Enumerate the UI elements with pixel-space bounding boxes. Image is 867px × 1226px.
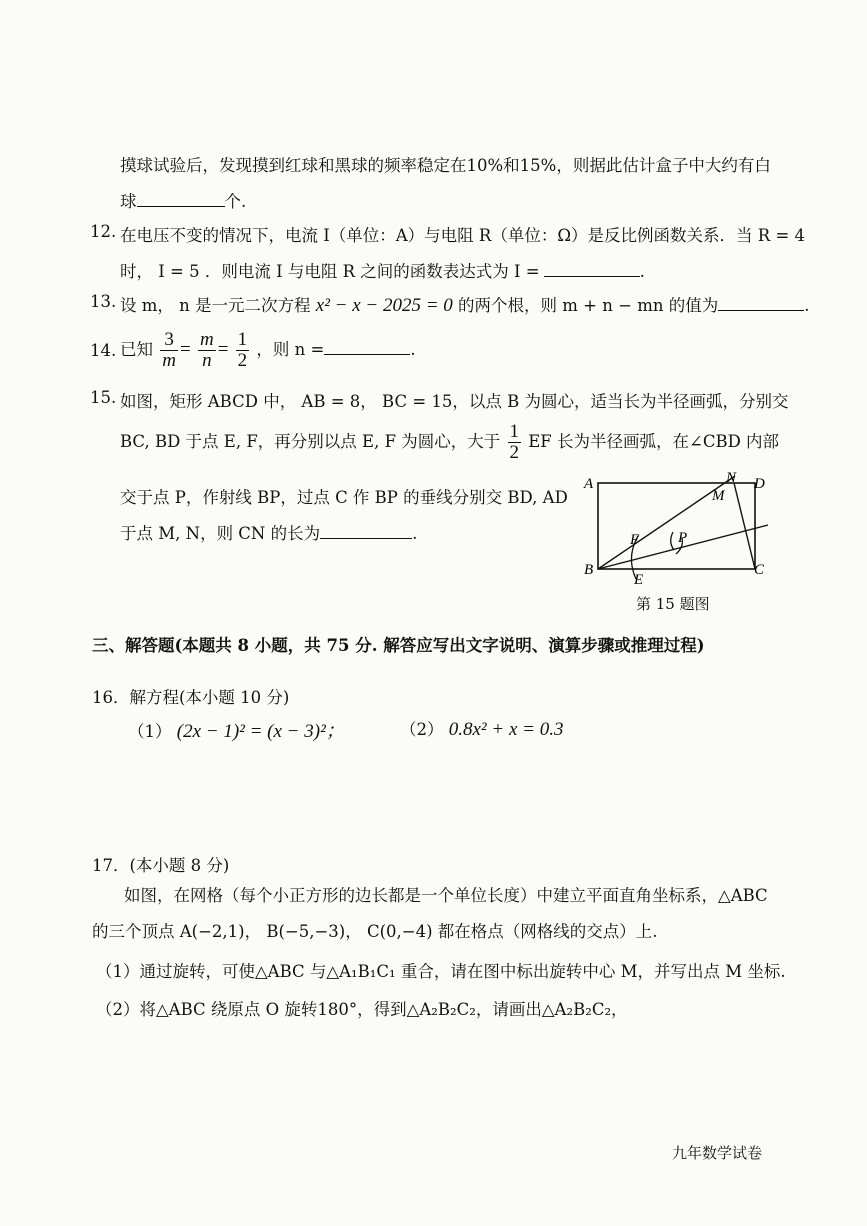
label-d: D [754,476,765,492]
q14-answer-blank[interactable] [324,336,410,355]
q15-number: 15. [90,388,117,407]
q16-part2-label: （2） [400,720,444,739]
q16-part2 [400,716,563,741]
q17-title: 17．(本小题 8 分) [92,856,230,875]
label-c: C [754,562,765,578]
q15-line1: 如图，矩形 ABCD 中， AB = 8， BC = 15，以点 B 为圆心，适当长为半径画弧，分别交 [120,392,789,411]
q15-line4: 于点 M, N，则 CN 的长为 . [120,520,417,544]
q15-line2-b: EF 长为半径画弧，在∠CBD 内部 [528,431,780,451]
section-3-heading: 三、解答题(本题共 8 小题，共 75 分. 解答应写出文字说明、演算步骤或推理过程) [92,636,705,655]
q15-line2 [120,422,779,463]
rectangle-abcd [598,483,755,569]
label-e: E [634,572,644,588]
q11-text-a: 球 [120,192,137,211]
q11-text-b: 个. [224,192,247,211]
q17-part1: （1）通过旋转，可使△ABC 与△A₁B₁C₁ 重合，请在图中标出旋转中心 M，并写出点 M 坐标. [96,962,786,981]
q13-answer-blank[interactable] [718,292,804,311]
q13-equation: x² − x − 2025 = 0 [315,295,453,316]
q15-fraction: $\frac{1}{2}$ [509,421,520,463]
q14-text-b: ，则 n = [256,339,325,359]
q12-line2: 时， I = 5 ．则电流 I 与电阻 R 之间的函数表达式为 I = . [120,258,645,282]
label-b: B [584,562,594,578]
q17-line2: 的三个顶点 A(−2,1)， B(−5,−3)， C(0,−4) 都在格点（网格线的交点）上. [92,922,658,941]
q11-answer-blank[interactable] [137,188,225,207]
q14-number: 14. [90,341,117,360]
q12-number: 12. [90,222,117,241]
q15-line3: 交于点 P，作射线 BP，过点 C 作 BP 的垂线分别交 BD, AD [120,488,568,507]
q13-text-a: 设 m， n 是一元二次方程 [120,296,311,315]
q14-fraction-1: $\frac{3}{m}$ [162,329,176,371]
arc-p [671,532,674,550]
q15-answer-blank[interactable] [320,520,412,539]
q17-line1: 如图，在网格（每个小正方形的边长都是一个单位长度）中建立平面直角坐标系，△ABC [124,886,768,905]
q15-line2-a: BC, BD 于点 E, F，再分别以点 E, F 为圆心，大于 [120,431,501,451]
label-n: N [726,470,737,486]
page-footer: 九年数学试卷 [672,1144,763,1162]
q16-part1 [128,716,345,743]
q16-part2-equation: 0.8x² + x = 0.3 [448,719,564,740]
q13-line: 设 m， n 是一元二次方程 x² − x − 2025 = 0 的两个根，则 m + n − mn 的值为 . [120,292,809,317]
q13-number: 13. [90,292,117,311]
q16-part1-label: （1） [128,722,172,741]
q15-figure-caption: 第 15 题图 [636,595,710,613]
q14-text-a: 已知 [120,339,153,359]
q16-part1-equation: (2x − 1)² = (x − 3)²； [176,721,345,742]
segment-cn [734,483,755,569]
label-p: P [678,530,688,546]
q12-line1: 在电压不变的情况下，电流 I（单位：A）与电阻 R（单位：Ω）是反比例函数关系．当 R = 4 [120,226,806,245]
q13-text-b: 的两个根，则 m + n − mn 的值为 [458,296,719,315]
q11-line2 [120,188,246,212]
q15-line4-a: 于点 M, N，则 CN 的长为 [120,524,321,543]
label-a: A [584,476,594,492]
q14-fraction-2: $\frac{m}{n}$ [199,329,214,371]
q17-part2: （2）将△ABC 绕原点 O 旋转180°，得到△A₂B₂C₂，请画出△A₂B₂C₂， [96,1000,628,1019]
label-f: F [630,532,640,548]
q11-line1: 摸球试验后，发现摸到红球和黑球的频率稳定在10%和15%，则据此估计盒子中大约有白 [120,156,771,175]
q16-title: 16．解方程(本小题 10 分) [92,688,290,707]
q12-answer-blank[interactable] [544,258,640,277]
label-m: M [712,488,725,504]
q12-text: 时， I = 5 ．则电流 I 与电阻 R 之间的函数表达式为 I = [120,262,540,281]
q14-line: 已知 $\frac{3}{m}$ = $\frac{m}{n}$ = $\frac{1}{2}$ ，则 n = . [120,329,416,371]
q14-fraction-3: $\frac{1}{2}$ [237,329,248,371]
q15-figure [578,462,778,592]
